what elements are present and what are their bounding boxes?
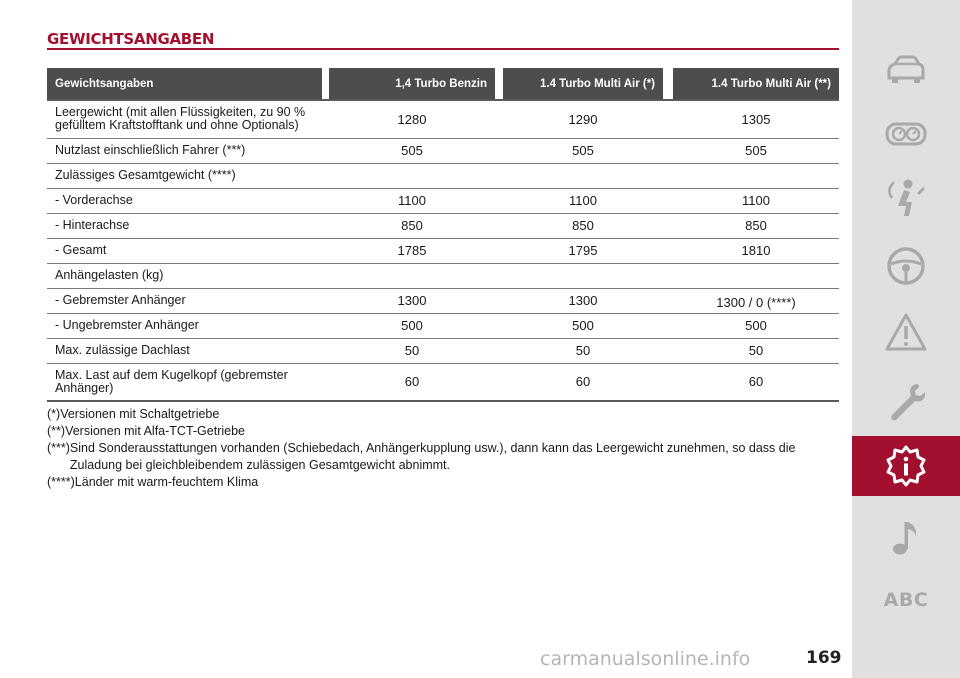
row-label: Max. Last auf dem Kugelkopf (gebremster Anhänger) bbox=[47, 363, 322, 401]
cell-value: 500 bbox=[329, 313, 495, 338]
table-row bbox=[47, 213, 839, 238]
wrench-icon bbox=[884, 380, 928, 424]
cell-value: 1300 bbox=[329, 288, 495, 313]
cell-value: 1300 bbox=[503, 288, 663, 313]
cell-value: 1795 bbox=[503, 238, 663, 263]
cell-value bbox=[503, 263, 663, 288]
table-row bbox=[47, 138, 839, 163]
cell-value bbox=[329, 163, 495, 188]
cell-value: 1280 bbox=[329, 100, 495, 138]
cell-value: 1290 bbox=[503, 100, 663, 138]
header-col-3: 1.4 Turbo Multi Air (**) bbox=[673, 68, 839, 100]
row-label: - Vorderachse bbox=[47, 188, 322, 213]
cell-value: 505 bbox=[673, 138, 839, 163]
table-row bbox=[47, 288, 839, 313]
cell-value: 500 bbox=[503, 313, 663, 338]
cell-value: 1100 bbox=[503, 188, 663, 213]
cell-value: 500 bbox=[673, 313, 839, 338]
sidebar-item-maintenance[interactable] bbox=[852, 372, 960, 432]
footnote-text: Versionen mit Alfa-TCT-Getriebe bbox=[65, 424, 245, 438]
footnote-text: Sind Sonderausstattungen vorhanden (Schiebedach, Anhängerkupplung usw.), dann kann das Leergewicht zunehmen, so dass die Zuladung bei gleichbleibendem zulässigen Gesamtgewicht abnimmt. bbox=[69, 441, 796, 472]
row-label: - Ungebremster Anhänger bbox=[47, 313, 322, 338]
sidebar-item-emergency[interactable] bbox=[852, 303, 960, 363]
weights-table bbox=[47, 68, 839, 402]
table-row bbox=[47, 263, 839, 288]
sidebar-item-safety[interactable] bbox=[852, 168, 960, 228]
footnotes bbox=[47, 406, 839, 491]
technical-data-icon bbox=[884, 444, 928, 488]
cell-value: 1100 bbox=[673, 188, 839, 213]
row-label: Nutzlast einschließlich Fahrer (***) bbox=[47, 138, 322, 163]
cell-value: 1810 bbox=[673, 238, 839, 263]
cell-value: 1785 bbox=[329, 238, 495, 263]
header-col-2: 1.4 Turbo Multi Air (*) bbox=[503, 68, 663, 100]
table-row bbox=[47, 338, 839, 363]
footnote-mark: (****) bbox=[47, 475, 75, 489]
sidebar-item-technical-data[interactable] bbox=[852, 436, 960, 496]
cell-value: 60 bbox=[673, 363, 839, 401]
cell-value: 50 bbox=[329, 338, 495, 363]
sidebar-item-vehicle[interactable] bbox=[852, 40, 960, 100]
cell-value: 1305 bbox=[673, 100, 839, 138]
cell-value: 60 bbox=[503, 363, 663, 401]
watermark: carmanualsonline.info bbox=[540, 648, 751, 670]
sidebar-item-multimedia[interactable] bbox=[852, 508, 960, 568]
section-title: GEWICHTSANGABEN bbox=[47, 30, 215, 48]
row-label: - Gebremster Anhänger bbox=[47, 288, 322, 313]
header-label: Gewichtsangaben bbox=[47, 68, 322, 100]
title-underline bbox=[47, 48, 839, 50]
music-note-icon bbox=[884, 516, 928, 560]
table-row bbox=[47, 238, 839, 263]
footnote-text: Länder mit warm-feuchtem Klima bbox=[74, 475, 259, 489]
cell-value bbox=[673, 263, 839, 288]
footnote-mark: (***) bbox=[47, 441, 70, 455]
cell-value bbox=[329, 263, 495, 288]
cell-value bbox=[673, 163, 839, 188]
footnote bbox=[47, 474, 839, 491]
row-label: - Hinterachse bbox=[47, 213, 322, 238]
cell-value bbox=[503, 163, 663, 188]
table-row bbox=[47, 188, 839, 213]
cell-value: 850 bbox=[329, 213, 495, 238]
row-label: Max. zulässige Dachlast bbox=[47, 338, 322, 363]
warning-triangle-icon bbox=[884, 311, 928, 355]
cell-value: 850 bbox=[503, 213, 663, 238]
cell-value: 505 bbox=[503, 138, 663, 163]
table-header-row bbox=[47, 68, 839, 100]
airbag-person-icon bbox=[884, 176, 928, 220]
footnote bbox=[47, 423, 839, 440]
cell-value: 50 bbox=[503, 338, 663, 363]
page-number: 169 bbox=[806, 648, 842, 668]
car-icon bbox=[884, 48, 928, 92]
row-label: Anhängelasten (kg) bbox=[47, 263, 322, 288]
cell-value: 505 bbox=[329, 138, 495, 163]
table-row bbox=[47, 100, 839, 138]
footnote-text: Versionen mit Schaltgetriebe bbox=[60, 407, 220, 421]
table-row bbox=[47, 313, 839, 338]
cell-value: 1300 / 0 (****) bbox=[673, 288, 839, 313]
footnote bbox=[47, 440, 839, 474]
row-label: Zulässiges Gesamtgewicht (****) bbox=[47, 163, 322, 188]
table-row bbox=[47, 163, 839, 188]
sidebar-item-dashboard[interactable] bbox=[852, 104, 960, 164]
sidebar-item-driving[interactable] bbox=[852, 236, 960, 296]
cell-value: 850 bbox=[673, 213, 839, 238]
footnote-mark: (**) bbox=[47, 424, 66, 438]
footnote bbox=[47, 406, 839, 423]
dashboard-icon bbox=[884, 112, 928, 156]
sidebar-item-index[interactable] bbox=[852, 570, 960, 630]
table-row bbox=[47, 363, 839, 401]
cell-value: 50 bbox=[673, 338, 839, 363]
row-label: Leergewicht (mit allen Flüssigkeiten, zu 90 % gefülltem Kraftstofftank und ohne Optionals) bbox=[47, 100, 322, 138]
row-label: - Gesamt bbox=[47, 238, 322, 263]
cell-value: 60 bbox=[329, 363, 495, 401]
steering-wheel-icon bbox=[884, 244, 928, 288]
index-label: ABC bbox=[883, 589, 929, 611]
header-col-1: 1,4 Turbo Benzin bbox=[329, 68, 495, 100]
cell-value: 1100 bbox=[329, 188, 495, 213]
chapter-sidebar bbox=[852, 0, 960, 678]
footnote-mark: (*) bbox=[47, 407, 61, 421]
